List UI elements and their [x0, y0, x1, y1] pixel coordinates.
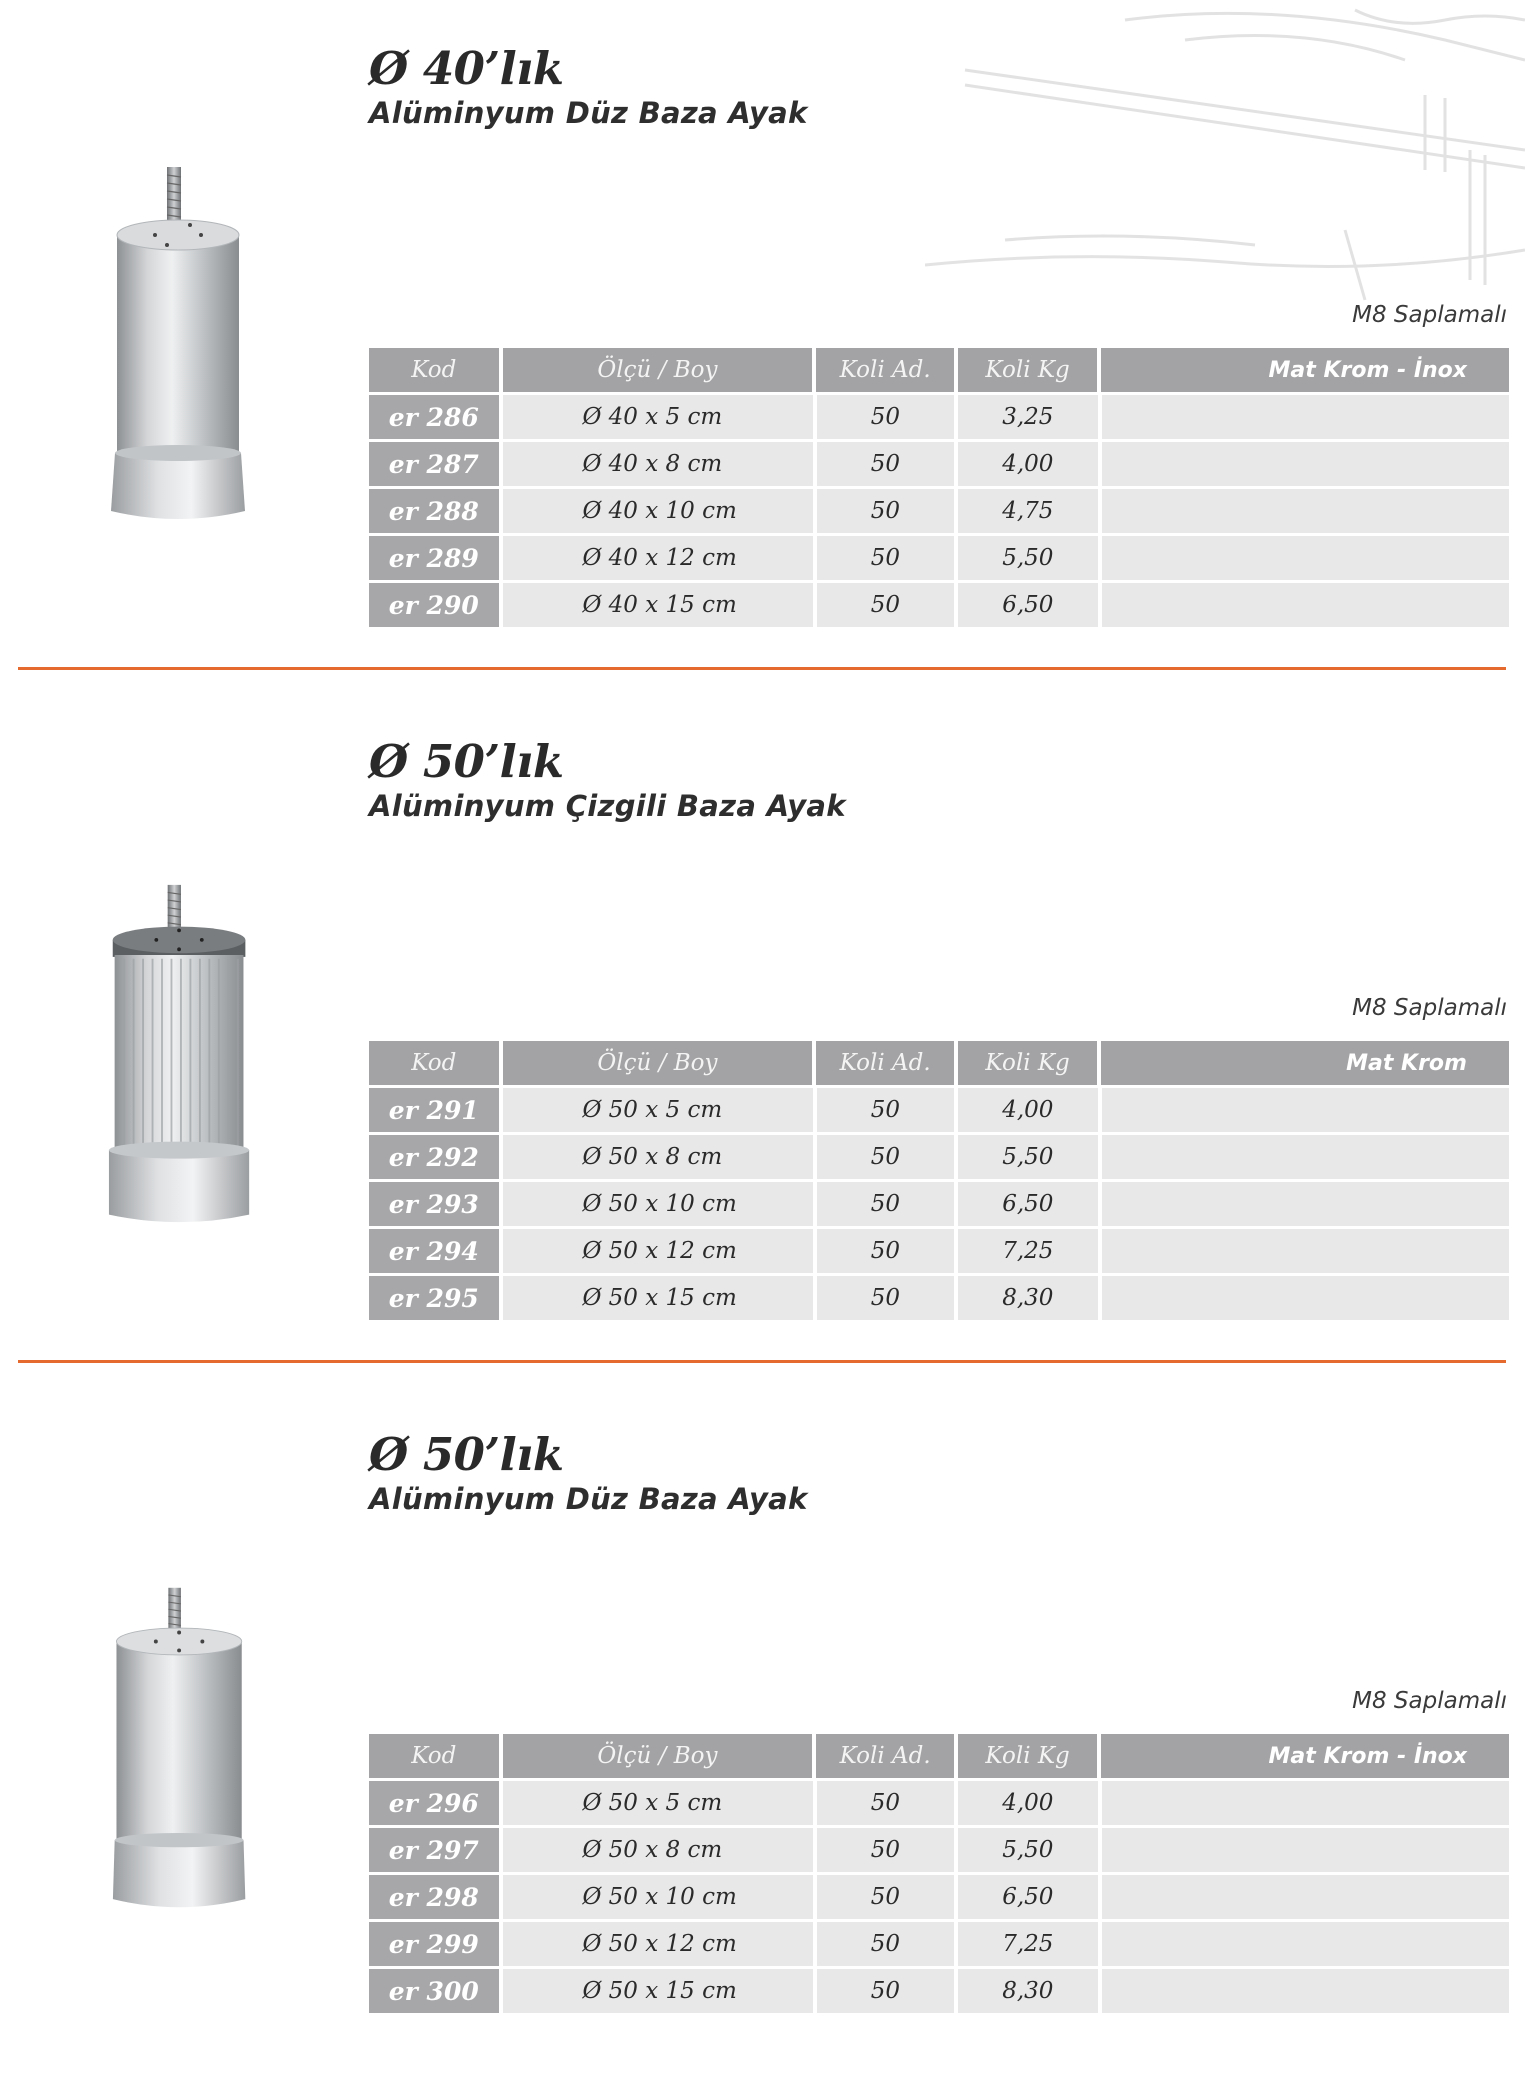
finish-cell — [1102, 1229, 1509, 1273]
product-code: er 298 — [369, 1875, 499, 1919]
product-code: er 294 — [369, 1229, 499, 1273]
spec-note: M8 Saplamalı — [1352, 995, 1507, 1021]
product-size: Ø 50 x 10 cm — [503, 1182, 813, 1226]
product-code: er 291 — [369, 1088, 499, 1132]
header-olcu: Ölçü / Boy — [503, 348, 813, 392]
finish-cell — [1102, 583, 1509, 627]
product-section-3 — [0, 1386, 1525, 2076]
section-subtitle: Alüminyum Düz Baza Ayak — [369, 1482, 808, 1516]
box-quantity: 50 — [817, 1875, 954, 1919]
product-size: Ø 40 x 10 cm — [503, 489, 813, 533]
table-row — [369, 536, 1509, 580]
box-quantity: 50 — [817, 536, 954, 580]
header-kod: Kod — [369, 348, 499, 392]
table-row — [369, 1229, 1509, 1273]
product-size: Ø 50 x 15 cm — [503, 1969, 813, 2013]
table-header-row — [369, 348, 1509, 392]
table-row — [369, 395, 1509, 439]
finish-cell — [1102, 1182, 1509, 1226]
section-title: Ø 50’lık — [369, 735, 564, 788]
table-row — [369, 1276, 1509, 1320]
finish-cell — [1102, 536, 1509, 580]
product-size: Ø 50 x 8 cm — [503, 1135, 813, 1179]
table-row — [369, 489, 1509, 533]
product-code: er 289 — [369, 536, 499, 580]
finish-cell — [1102, 1781, 1509, 1825]
spec-note: M8 Saplamalı — [1352, 1688, 1507, 1714]
finish-cell — [1102, 395, 1509, 439]
product-code: er 293 — [369, 1182, 499, 1226]
product-size: Ø 40 x 5 cm — [503, 395, 813, 439]
box-quantity: 50 — [817, 442, 954, 486]
header-olcu: Ölçü / Boy — [503, 1041, 813, 1085]
product-code: er 287 — [369, 442, 499, 486]
table-row — [369, 442, 1509, 486]
section-subtitle: Alüminyum Çizgili Baza Ayak — [369, 789, 846, 823]
header-kod: Kod — [369, 1041, 499, 1085]
section-divider — [18, 667, 1506, 670]
product-code: er 296 — [369, 1781, 499, 1825]
table-row — [369, 1875, 1509, 1919]
table-row — [369, 1182, 1509, 1226]
section-divider — [18, 1360, 1506, 1363]
product-code: er 292 — [369, 1135, 499, 1179]
box-quantity: 50 — [817, 1922, 954, 1966]
product-section-1 — [0, 0, 1525, 690]
product-code: er 288 — [369, 489, 499, 533]
box-weight: 7,25 — [958, 1922, 1097, 1966]
box-quantity: 50 — [817, 1088, 954, 1132]
box-weight: 4,00 — [958, 442, 1097, 486]
box-weight: 3,25 — [958, 395, 1097, 439]
table-row — [369, 1781, 1509, 1825]
box-weight: 5,50 — [958, 536, 1097, 580]
finish-cell — [1102, 489, 1509, 533]
box-weight: 5,50 — [958, 1135, 1097, 1179]
box-weight: 5,50 — [958, 1828, 1097, 1872]
table-row — [369, 1969, 1509, 2013]
product-size: Ø 50 x 5 cm — [503, 1088, 813, 1132]
product-size: Ø 40 x 15 cm — [503, 583, 813, 627]
box-weight: 8,30 — [958, 1276, 1097, 1320]
product-section-2 — [0, 693, 1525, 1383]
box-quantity: 50 — [817, 1969, 954, 2013]
box-quantity: 50 — [817, 583, 954, 627]
product-code: er 290 — [369, 583, 499, 627]
header-koli-ad: Koli Ad. — [816, 1734, 953, 1778]
product-code: er 300 — [369, 1969, 499, 2013]
header-olcu: Ölçü / Boy — [503, 1734, 813, 1778]
header-koli-kg: Koli Kg — [958, 1734, 1097, 1778]
header-koli-kg: Koli Kg — [958, 1041, 1097, 1085]
finish-cell — [1102, 442, 1509, 486]
header-kod: Kod — [369, 1734, 499, 1778]
product-size: Ø 50 x 10 cm — [503, 1875, 813, 1919]
table-header-row — [369, 1041, 1509, 1085]
box-weight: 6,50 — [958, 583, 1097, 627]
spec-table — [369, 1041, 1509, 1323]
spec-table — [369, 1734, 1509, 2016]
header-finish: Mat Krom — [1101, 1041, 1509, 1085]
box-quantity: 50 — [817, 1135, 954, 1179]
box-weight: 6,50 — [958, 1875, 1097, 1919]
box-quantity: 50 — [817, 1182, 954, 1226]
box-weight: 4,00 — [958, 1088, 1097, 1132]
box-quantity: 50 — [817, 1276, 954, 1320]
box-quantity: 50 — [817, 489, 954, 533]
finish-cell — [1102, 1828, 1509, 1872]
box-quantity: 50 — [817, 1781, 954, 1825]
finish-cell — [1102, 1875, 1509, 1919]
box-quantity: 50 — [817, 395, 954, 439]
box-weight: 4,00 — [958, 1781, 1097, 1825]
box-quantity: 50 — [817, 1229, 954, 1273]
box-quantity: 50 — [817, 1828, 954, 1872]
plain-aluminium-leg-image — [95, 1586, 265, 1926]
section-title: Ø 40’lık — [369, 42, 564, 95]
plain-aluminium-leg-image — [95, 155, 265, 535]
finish-cell — [1102, 1276, 1509, 1320]
finish-cell — [1102, 1922, 1509, 1966]
product-size: Ø 50 x 12 cm — [503, 1922, 813, 1966]
box-weight: 7,25 — [958, 1229, 1097, 1273]
box-weight: 8,30 — [958, 1969, 1097, 2013]
finish-cell — [1102, 1969, 1509, 2013]
box-weight: 4,75 — [958, 489, 1097, 533]
product-size: Ø 40 x 8 cm — [503, 442, 813, 486]
section-title: Ø 50’lık — [369, 1428, 564, 1481]
box-weight: 6,50 — [958, 1182, 1097, 1226]
product-size: Ø 50 x 12 cm — [503, 1229, 813, 1273]
product-code: er 286 — [369, 395, 499, 439]
fluted-aluminium-leg-image — [95, 883, 265, 1243]
product-code: er 295 — [369, 1276, 499, 1320]
spec-note: M8 Saplamalı — [1352, 302, 1507, 328]
header-koli-kg: Koli Kg — [958, 348, 1097, 392]
table-row — [369, 1135, 1509, 1179]
finish-cell — [1102, 1088, 1509, 1132]
header-koli-ad: Koli Ad. — [816, 1041, 953, 1085]
header-finish: Mat Krom - İnox — [1101, 348, 1509, 392]
product-size: Ø 50 x 8 cm — [503, 1828, 813, 1872]
table-row — [369, 1828, 1509, 1872]
table-row — [369, 583, 1509, 627]
table-row — [369, 1088, 1509, 1132]
section-subtitle: Alüminyum Düz Baza Ayak — [369, 96, 808, 130]
table-row — [369, 1922, 1509, 1966]
header-finish: Mat Krom - İnox — [1101, 1734, 1509, 1778]
table-header-row — [369, 1734, 1509, 1778]
header-koli-ad: Koli Ad. — [816, 348, 953, 392]
product-code: er 299 — [369, 1922, 499, 1966]
finish-cell — [1102, 1135, 1509, 1179]
spec-table — [369, 348, 1509, 630]
product-size: Ø 40 x 12 cm — [503, 536, 813, 580]
product-code: er 297 — [369, 1828, 499, 1872]
product-size: Ø 50 x 5 cm — [503, 1781, 813, 1825]
product-size: Ø 50 x 15 cm — [503, 1276, 813, 1320]
